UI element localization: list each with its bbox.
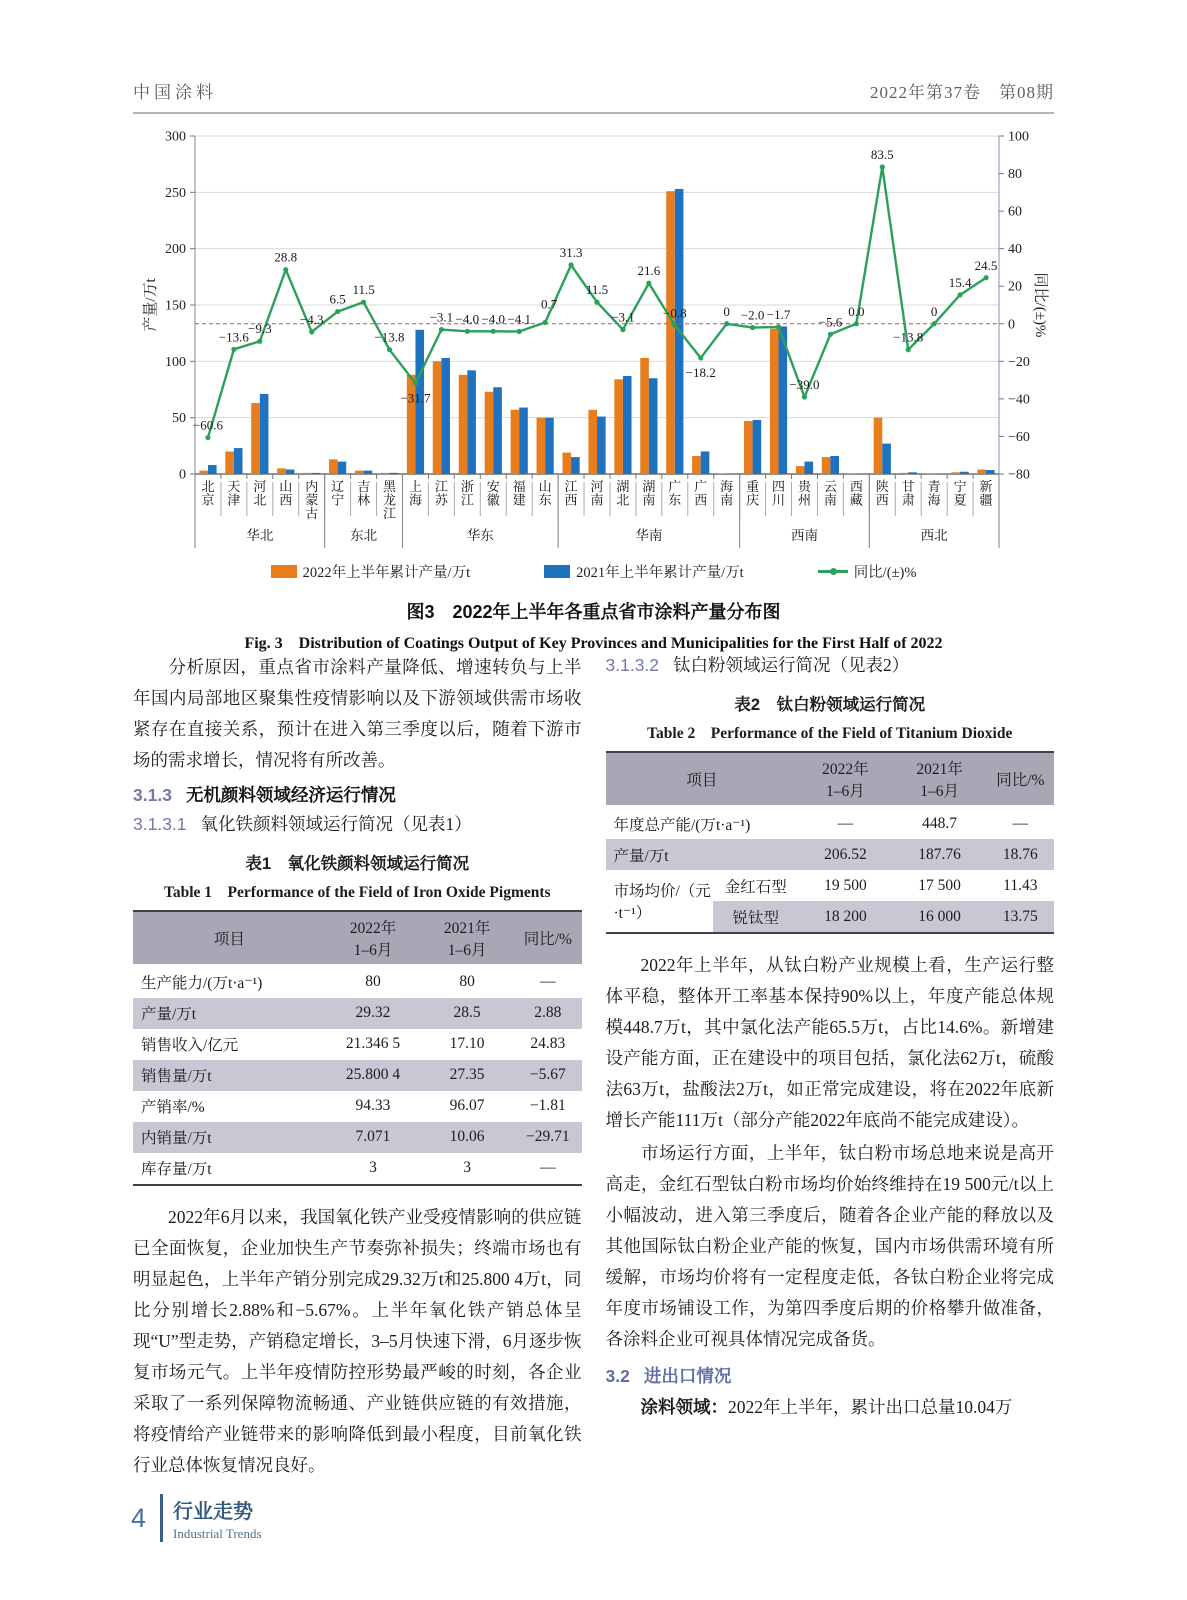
svg-text:西南: 西南 <box>790 528 818 543</box>
heading-number: 3.2 <box>605 1365 630 1386</box>
svg-text:−13.8: −13.8 <box>893 329 924 345</box>
svg-text:−3.1: −3.1 <box>611 309 635 325</box>
svg-text:−3.1: −3.1 <box>429 309 454 325</box>
paragraph-iron-oxide <box>133 1202 582 1481</box>
page-number: 4 <box>131 1502 147 1533</box>
svg-text:−60: −60 <box>1008 429 1030 445</box>
legend-label-2021: 2021年上半年累计产量/万t <box>576 565 744 581</box>
table-cell: 13.75 <box>987 901 1054 933</box>
table-cell: 产销率/% <box>141 1099 205 1117</box>
svg-text:80: 80 <box>1008 167 1022 183</box>
paragraph-tio2-scale <box>606 950 1055 1136</box>
table-cell: 27.35 <box>420 1060 514 1091</box>
svg-text:11.5: 11.5 <box>352 282 375 298</box>
svg-text:−4.1: −4.1 <box>507 311 531 327</box>
table-cell: −1.81 <box>529 1097 566 1115</box>
table-cell: 187.76 <box>893 839 987 870</box>
table-header-cell: 2022年 1–6月 <box>798 752 892 807</box>
svg-text:21.6: 21.6 <box>637 263 661 279</box>
heading-3-1-3-2 <box>606 652 1055 677</box>
legend-swatch-2022 <box>271 565 297 578</box>
svg-text:陕西: 陕西 <box>875 479 889 508</box>
table-header-cell: 项目 <box>606 752 799 807</box>
x-axis-province-labels <box>201 479 992 521</box>
svg-text:250: 250 <box>165 185 186 201</box>
svg-text:40: 40 <box>1008 242 1022 258</box>
svg-text:15.4: 15.4 <box>948 274 972 290</box>
heading-3-2 <box>606 1363 1055 1388</box>
svg-text:−9.3: −9.3 <box>248 321 272 337</box>
table-header-cell: 项目 <box>133 911 326 966</box>
table-cell: 80 <box>459 973 475 991</box>
legend-label-2022: 2022年上半年累计产量/万t <box>302 565 471 581</box>
svg-text:新疆: 新疆 <box>979 479 993 508</box>
paragraph-tio2-scale-text: 2022年上半年，从钛白粉产业规模上看，生产运行整体平稳，整体开工率基本保持90%以上，年度产能总体规模448.7万t，其中氯化法产能65.5万t，占比14.6%。新增建设产能方面，正在建设中的项目包括，氯化法62万t，硫酸法63万t，盐酸法2万t，如正常完成建设，将在2022年底新增长产能111万t（部分产能2022年底尚不能完成建设）。 <box>605 955 1054 1130</box>
svg-text:60: 60 <box>1008 204 1022 220</box>
table-cell: 2.88 <box>514 998 581 1029</box>
svg-text:0: 0 <box>930 303 938 319</box>
table-cell: 16 000 <box>893 901 987 933</box>
svg-text:黑龙江: 黑龙江 <box>383 479 397 521</box>
table-header-cell: 同比/% <box>987 752 1054 807</box>
svg-text:北京: 北京 <box>201 479 215 508</box>
svg-text:−20: −20 <box>1008 354 1030 370</box>
table-cell: 96.07 <box>449 1097 485 1115</box>
figure-caption-zh: 图3 2022年上半年各重点省市涂料产量分布图 <box>406 602 781 622</box>
table-cell: 29.32 <box>326 998 420 1029</box>
table-cell: 销售量/万t <box>133 1060 326 1091</box>
table2-title-en: Table 2 Performance of the Field of Titanium Dioxide <box>647 725 1013 742</box>
table-row <box>133 1029 582 1060</box>
footer-section <box>173 1495 261 1542</box>
svg-text:华东: 华东 <box>466 528 494 543</box>
x-axis-region-labels <box>246 527 948 543</box>
table-cell: 生产能力/(万t·a⁻¹) <box>141 975 263 993</box>
table1-title-en: Table 1 Performance of the Field of Iron Oxide Pigments <box>163 883 551 901</box>
svg-text:−13.6: −13.6 <box>218 329 249 345</box>
table-cell: 19 500 <box>824 876 867 894</box>
heading-number: 3.1.3.1 <box>133 813 187 834</box>
svg-text:江西: 江西 <box>564 479 578 508</box>
table-cell: −5.67 <box>514 1060 581 1091</box>
svg-text:−18.2: −18.2 <box>685 364 716 380</box>
table-cell: 产量/万t <box>133 998 326 1029</box>
table-cell: 17 500 <box>918 876 961 894</box>
table-row <box>133 998 582 1029</box>
table2-titanium-dioxide <box>606 751 1055 934</box>
heading-text: 无机颜料领域经济运行情况 <box>185 784 396 805</box>
paragraph-analysis <box>133 652 582 776</box>
svg-text:300: 300 <box>165 129 186 145</box>
svg-text:四川: 四川 <box>772 479 786 508</box>
svg-text:贵州: 贵州 <box>797 479 811 508</box>
table-row <box>133 1122 582 1153</box>
svg-text:−0.8: −0.8 <box>663 305 687 321</box>
table-cell: 产量/万t <box>606 839 799 870</box>
paragraph-iron-oxide-text: 2022年6月以来，我国氧化铁产业受疫情影响的供应链已全面恢复，企业加快生产节奏弥补损失；终端市场也有明显起色，上半年产销分别完成29.32万t和25.800 4万t，同比分别增长2.88%和−5.67%。上半年氧化铁产销总体呈现“U”型走势，产销稳定增长，3–5月快速下滑，6月逐步恢复市场元气。上半年疫情防控形势最严峻的时刻，各企业采取了一系列保障物流畅通、产业链供应链的有效措施，将疫情给产业链带来的影响降低到最小程度，目前氧化铁行业总体恢复情况良好。 <box>133 1206 582 1475</box>
svg-text:西北: 西北 <box>920 528 948 543</box>
footer-section-en: Industrial Trends <box>173 1525 262 1541</box>
table-cell: 3 <box>463 1159 471 1177</box>
footer-divider <box>160 1494 163 1542</box>
svg-text:广东: 广东 <box>668 479 682 508</box>
svg-text:重庆: 重庆 <box>746 479 760 508</box>
heading-number: 3.1.3 <box>133 784 172 805</box>
table-cell: 3 <box>369 1159 377 1177</box>
table-cell: 内销量/万t <box>133 1122 326 1153</box>
bars-2022 <box>199 191 986 474</box>
svg-text:−40: −40 <box>1008 392 1030 408</box>
svg-text:83.5: 83.5 <box>870 146 894 162</box>
svg-text:华南: 华南 <box>635 528 663 543</box>
table-cell: 21.346 5 <box>345 1035 401 1053</box>
svg-text:西藏: 西藏 <box>849 479 863 508</box>
table-cell: 市场均价/（元·t⁻¹） <box>606 870 714 933</box>
left-column <box>133 652 582 1483</box>
left-axis-title: 产量/万t <box>143 278 159 332</box>
heading-3-1-3-1 <box>133 811 582 836</box>
table-cell: 18.76 <box>987 839 1054 870</box>
table-cell: 销售收入/亿元 <box>141 1037 239 1055</box>
svg-text:湖南: 湖南 <box>642 479 656 508</box>
svg-text:青海: 青海 <box>927 479 941 508</box>
svg-text:辽宁: 辽宁 <box>331 479 345 508</box>
yoy-markers <box>205 164 988 440</box>
svg-text:31.3: 31.3 <box>559 245 583 261</box>
table-cell: 11.43 <box>1003 876 1038 894</box>
svg-text:湖北: 湖北 <box>616 479 630 508</box>
figure-caption-en: Fig. 3 Distribution of Coatings Output of Key Provinces and Municipalities for the First Half of 2022 <box>244 635 943 652</box>
table-row <box>606 807 1055 840</box>
table-header-cell: 2021年 1–6月 <box>420 911 514 966</box>
table-cell: 206.52 <box>798 839 892 870</box>
coatings-output-chart <box>133 122 1054 559</box>
heading-text: 钛白粉领域运行简况（见表2） <box>673 655 910 675</box>
table-row <box>133 1091 582 1122</box>
paragraph-tio2-market <box>606 1138 1055 1355</box>
svg-text:−80: −80 <box>1008 467 1030 483</box>
table-cell: — <box>1012 814 1029 832</box>
table-cell: 94.33 <box>355 1097 391 1115</box>
svg-text:宁夏: 宁夏 <box>953 479 967 508</box>
table-cell: 金红石型 <box>724 878 787 896</box>
right-column <box>606 652 1055 1483</box>
legend-swatch-2021 <box>544 565 570 578</box>
chart-legend <box>133 561 1054 582</box>
svg-text:江苏: 江苏 <box>434 479 448 508</box>
gridlines <box>195 136 999 418</box>
svg-text:福建: 福建 <box>512 479 526 508</box>
svg-text:−31.7: −31.7 <box>400 390 431 406</box>
svg-text:浙江: 浙江 <box>460 479 474 508</box>
svg-text:20: 20 <box>1008 279 1022 295</box>
svg-text:华北: 华北 <box>246 528 274 543</box>
table-cell: 库存量/万t <box>141 1161 212 1179</box>
table-header-cell: 2022年 1–6月 <box>326 911 420 966</box>
svg-text:上海: 上海 <box>408 479 422 508</box>
paragraph-import-export-text: 2022年上半年，累计出口总量10.04万 <box>728 1396 1013 1417</box>
svg-text:东北: 东北 <box>350 528 378 543</box>
figure3-block <box>133 122 1054 653</box>
page-footer <box>131 1494 262 1542</box>
svg-text:0.7: 0.7 <box>541 296 558 312</box>
svg-text:−5.6: −5.6 <box>818 314 843 330</box>
paragraph-import-export <box>606 1392 1055 1423</box>
svg-text:天津: 天津 <box>227 479 241 508</box>
table-cell: 80 <box>365 973 381 991</box>
table-row <box>606 839 1055 870</box>
journal-title: 中国涂料 <box>133 83 217 102</box>
table1-iron-oxide <box>133 910 582 1186</box>
table-cell: 锐钛型 <box>713 901 798 933</box>
svg-text:100: 100 <box>1008 129 1029 145</box>
paragraph-analysis-text: 分析原因，重点省市涂料产量降低、增速转负与上半年国内局部地区聚集性疫情影响以及下游领域供需市场收紧存在直接关系，预计在进入第三季度以后，随着下游市场的需求增长，情况将有所改善。 <box>133 657 582 770</box>
table-row <box>133 1153 582 1185</box>
heading-text: 氧化铁颜料领域运行简况（见表1） <box>200 813 472 834</box>
two-column-body <box>133 652 1054 1483</box>
svg-text:吉林: 吉林 <box>357 479 371 508</box>
table-row <box>606 870 1055 901</box>
heading-number: 3.1.3.2 <box>605 655 660 675</box>
right-axis-title: 同比/(±)% <box>1032 272 1048 338</box>
table-cell: 24.83 <box>530 1035 566 1053</box>
svg-text:−2.0: −2.0 <box>740 307 765 323</box>
svg-text:200: 200 <box>165 242 186 258</box>
table-row <box>133 965 582 998</box>
svg-text:广西: 广西 <box>694 479 708 508</box>
legend-label-yoy: 同比/(±)% <box>853 565 917 581</box>
svg-text:150: 150 <box>165 298 186 314</box>
svg-text:−39.0: −39.0 <box>789 377 820 393</box>
svg-text:−4.0: −4.0 <box>481 311 506 327</box>
svg-text:−4.3: −4.3 <box>299 311 324 327</box>
table-cell: 25.800 4 <box>326 1060 420 1091</box>
svg-text:甘肃: 甘肃 <box>901 479 915 508</box>
page-header <box>133 78 1054 114</box>
table-cell: −29.71 <box>514 1122 581 1153</box>
svg-text:0: 0 <box>179 467 186 483</box>
paragraph-lead: 涂料领域： <box>640 1396 728 1417</box>
svg-text:−60.6: −60.6 <box>192 417 224 433</box>
svg-text:−1.7: −1.7 <box>766 306 791 322</box>
svg-text:50: 50 <box>172 411 186 427</box>
table-cell: 18 200 <box>798 901 892 933</box>
svg-text:山东: 山东 <box>538 479 552 508</box>
svg-text:6.5: 6.5 <box>329 291 346 307</box>
svg-text:山西: 山西 <box>279 479 293 508</box>
table1-title-zh: 表1 氧化铁颜料领域运行简况 <box>245 854 470 873</box>
legend-item-2022 <box>271 561 471 582</box>
table-cell: — <box>540 973 556 991</box>
table-cell: 10.06 <box>420 1122 514 1153</box>
legend-item-2021 <box>544 561 744 582</box>
svg-text:河南: 河南 <box>590 479 604 508</box>
svg-text:河北: 河北 <box>253 479 267 508</box>
legend-item-yoy <box>818 561 917 582</box>
svg-text:11.5: 11.5 <box>585 282 609 298</box>
svg-text:−4.0: −4.0 <box>455 311 480 327</box>
table-cell: 7.071 <box>326 1122 420 1153</box>
svg-text:0.0: 0.0 <box>848 303 865 319</box>
table-cell: 28.5 <box>420 998 514 1029</box>
table-cell: 年度总产能/(万t·a⁻¹) <box>613 816 751 834</box>
paragraph-tio2-market-text: 市场运行方面，上半年，钛白粉市场总地来说是高开高走，金红石型钛白粉市场均价始终维持在19 500元/t以上小幅波动，进入第三季度后，随着各企业产能的释放以及其他国际钛白粉企业产能的恢复，国内市场供需环境有所缓解，市场均价将有一定程度走低，各钛白粉企业将完成年度市场铺设工作，为第四季度后期的价格攀升做准备，各涂料企业可视具体情况完成备货。 <box>605 1142 1054 1349</box>
heading-3-1-3 <box>133 782 582 807</box>
footer-section-zh: 行业走势 <box>173 1500 254 1523</box>
legend-swatch-yoy-line <box>818 570 848 573</box>
svg-text:云南: 云南 <box>823 479 837 508</box>
table-header-cell: 2021年 1–6月 <box>893 752 987 807</box>
table-cell: 448.7 <box>922 814 958 832</box>
table-cell: — <box>540 1159 556 1177</box>
svg-text:0: 0 <box>1008 317 1015 333</box>
table-row <box>133 1060 582 1091</box>
table-header-cell: 同比/% <box>514 911 581 966</box>
svg-text:28.8: 28.8 <box>274 249 298 265</box>
svg-text:24.5: 24.5 <box>974 257 998 273</box>
heading-text: 进出口情况 <box>643 1365 732 1386</box>
table-cell: — <box>837 814 854 832</box>
yoy-labels <box>193 147 997 433</box>
issue-info: 2022年第37卷 第08期 <box>870 83 1054 102</box>
table-cell: 17.10 <box>449 1035 485 1053</box>
table2-title-zh: 表2 钛白粉领域运行简况 <box>734 696 926 714</box>
svg-text:−13.8: −13.8 <box>374 329 405 345</box>
svg-text:0: 0 <box>723 303 730 319</box>
svg-text:安徽: 安徽 <box>486 479 500 508</box>
svg-text:海南: 海南 <box>720 479 734 508</box>
chart-svg <box>133 122 1054 554</box>
svg-text:内蒙古: 内蒙古 <box>305 479 319 521</box>
svg-text:100: 100 <box>165 354 186 370</box>
